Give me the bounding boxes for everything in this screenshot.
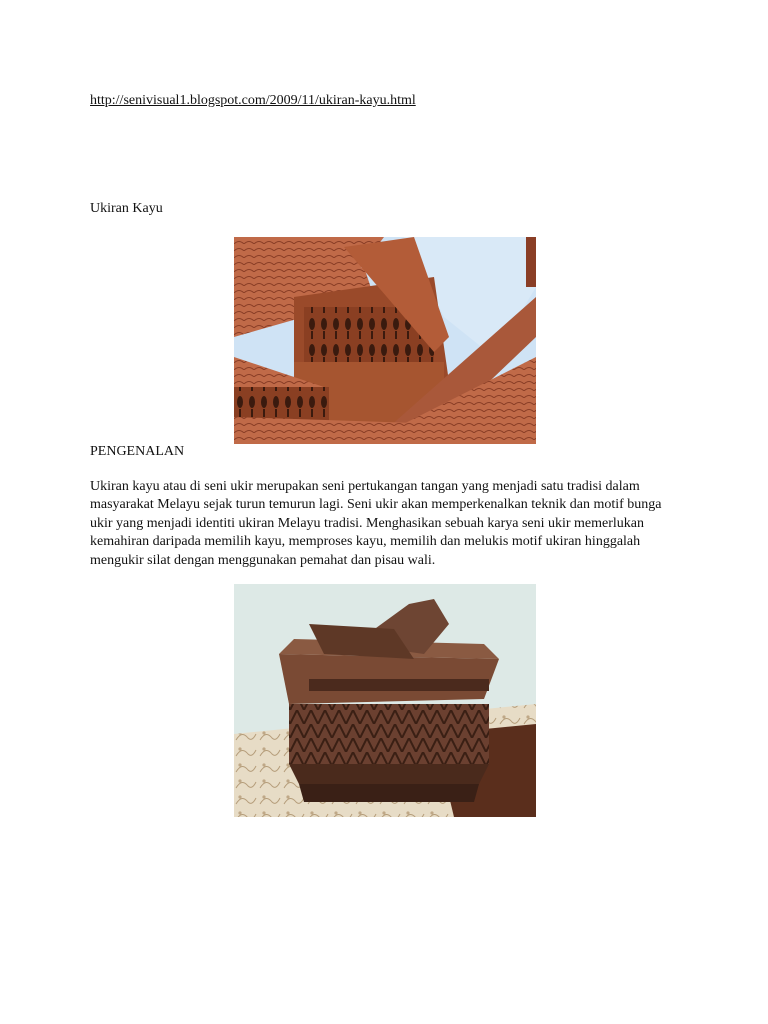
carved-roof-photo [234,237,536,444]
document-title: Ukiran Kayu [90,201,163,216]
carved-wooden-box-photo [234,584,536,817]
source-url-link[interactable]: http://senivisual1.blogspot.com/2009/11/ukiran-kayu.html [90,93,416,108]
section-heading: PENGENALAN [90,444,185,459]
intro-paragraph: Ukiran kayu atau di seni ukir merupakan seni pertukangan tangan yang menjadi satu tradisi dalam masyarakat Melayu sejak turun temurun lagi. Seni ukir akan memperkenalkan teknik dan motif bunga ukir yang menjadi identiti ukiran Melayu tradisi. Menghasikan sebuah karya seni ukir memerlukan kemahiran daripada memilih kayu, memproses kayu, memilih dan melukis motif ukiran hinggalah mengukir silat dengan menggunakan pemahat dan pisau wali. [90,479,662,568]
